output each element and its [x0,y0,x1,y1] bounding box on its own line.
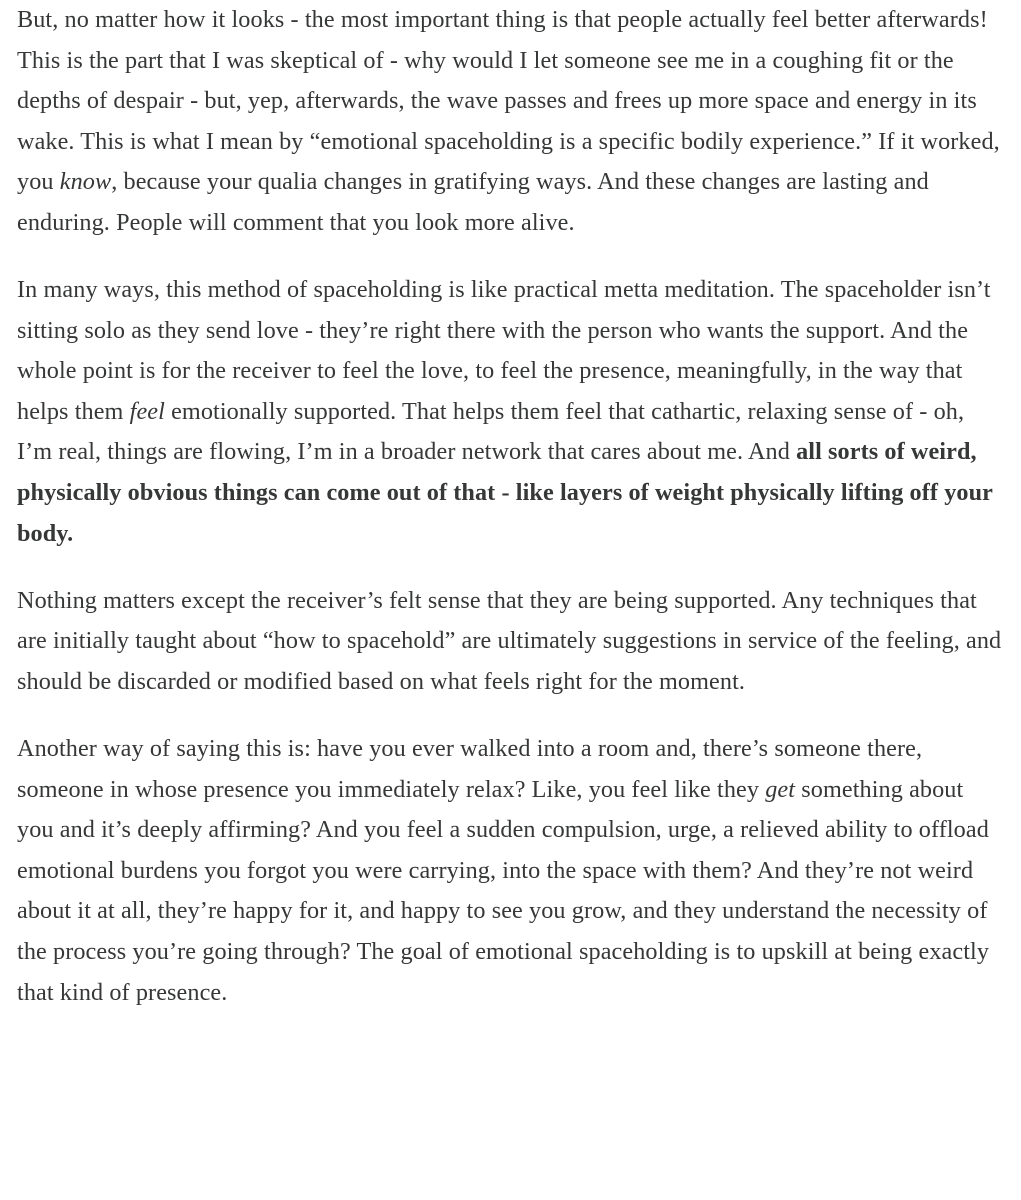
paragraph-1-text-a: But, no matter how it looks - the most important thing is that people actually feel better afterwards! This is the part that I was skeptical of - why would I let someone see me in a coughing fit or the depths of despair - but, yep, afterwards, the wave passes and frees up more space and energy in its wake. This is what I mean by “emotional spaceholding is a specific bodily experience.” If it worked, you [17,6,1000,196]
paragraph-2 [17,270,1004,554]
paragraph-1 [17,0,1004,244]
paragraph-4 [17,729,1004,1013]
emphasis-feel: feel [129,397,165,425]
paragraph-2-text-a: In many ways, this method of spaceholding is like practical metta meditation. The spaceholder isn’t sitting solo as they send love - they’re right there with the person who wants the support. And the whole point is for the receiver to feel the love, to feel the presence, meaningfully, in the way that helps them [17,276,991,425]
emphasis-know: know [59,168,112,196]
bold-highlight: all sorts of weird, physically obvious things can come out of that - like layers of weight physically lifting off your body. [17,438,993,547]
emphasis-get: get [765,775,796,803]
paragraph-3 [17,581,1004,703]
paragraph-3-text: Nothing matters except the receiver’s felt sense that they are being supported. Any techniques that are initially taught about “how to spacehold” are ultimately suggestions in service of the feeling, and should be discarded or modified based on what feels right for the moment. [17,586,1002,695]
paragraph-2-text-b: emotionally supported. That helps them feel that cathartic, relaxing sense of - oh, I’m real, things are flowing, I’m in a broader network that cares about me. And [17,397,965,466]
paragraph-4-text-a: Another way of saying this is: have you ever walked into a room and, there’s someone there, someone in whose presence you immediately relax? Like, you feel like they [17,735,923,803]
paragraph-1-text-b: , because your qualia changes in gratifying ways. And these changes are lasting and enduring. People will comment that you look more alive. [17,168,929,236]
paragraph-4-text-b: something about you and it’s deeply affirming? And you feel a sudden compulsion, urge, a relieved ability to offload emotional burdens you forgot you were carrying, into the space with them? And they’re not weird about it at all, they’re happy for it, and happy to see you grow, and they understand the necessity of the process you’re going through? The goal of emotional spaceholding is to upskill at being exactly that kind of presence. [17,775,990,1006]
